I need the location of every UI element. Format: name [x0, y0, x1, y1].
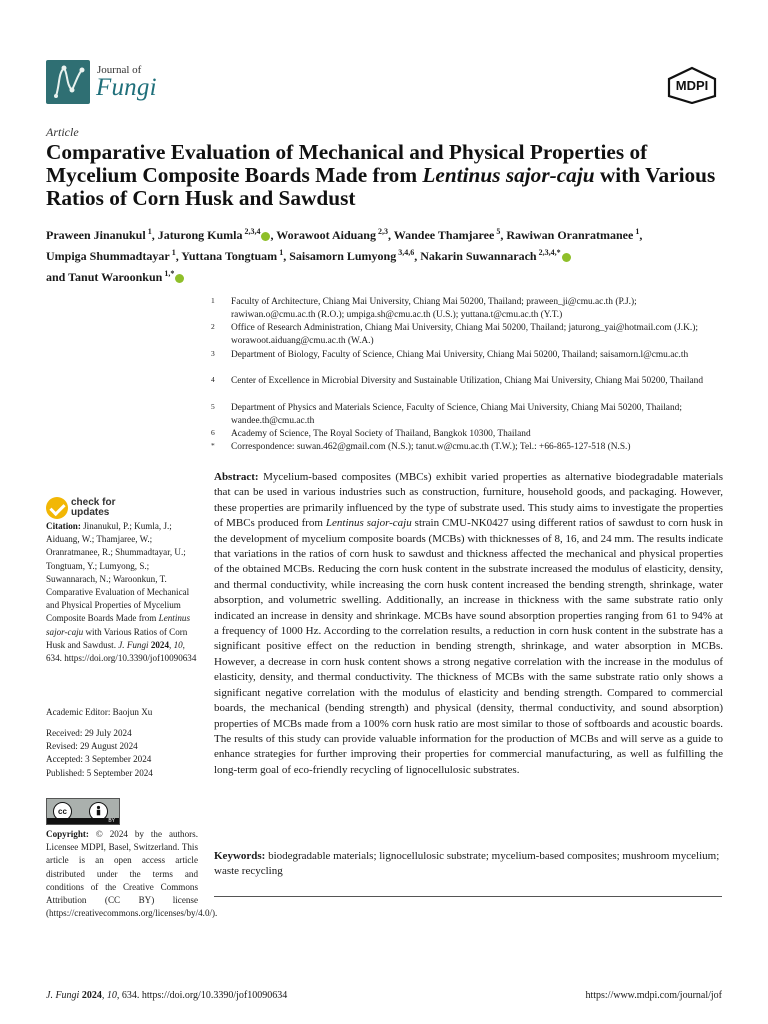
affiliation-text: Center of Excellence in Microbial Diversity and Sustainable Utilization, Chiang Mai University, Chiang Mai 50200, Thailand — [231, 376, 704, 386]
citation-label: Citation: — [46, 521, 81, 531]
footer-year: 2024 — [79, 990, 102, 1001]
article-title — [46, 141, 736, 210]
author-affiliation-ref: 1,* — [164, 269, 175, 278]
author-separator: , — [270, 228, 277, 242]
abstract-text: Mycelium-based composites (MBCs) exhibit varied properties as alternative biodegradable materials that can be used in various industries such as construction, furniture, household goods, and packaging. However, these properties are primarily influenced by the type of substrate used. This study aims to investigate the properties of MBCs produced from — [214, 471, 723, 530]
abstract-text-2: strain CMU-NK0427 using different ratios of sawdust to corn husk in the development of mycelium composite boards (MCBs) with thicknesses of 8, 16, and 24 mm. The results indicate that variations in the ratios of corn husk to sawdust and thickness affected the mechanical and physical properties of the obtained MCBs. Reducing the corn husk content in the substrate increased the modulus of elasticity, density, and thermal conductivity, while increasing the corn husk content increased the bending strength, shrinkage, water absorption, and volumetric swelling. Additionally, an increase in thickness with the same substrate ratio only indicated an increase in density and shrinkage. MCBs have sound absorption properties ranging from 61 to 94% at a frequency of 1000 Hz. According to the correlation results, a reduction in corn husk content in the substrate has a significant positive effect on the reduction in bending strength, shrinkage, and water absorption in MCBs. However, a decrease in corn husk content shows a strong negative correlation with the increase in the modulus of elasticity, density, and thermal conductivity. The thickness of MCBs with the same substrate ratio only shows a significant negative correlation with the modulus of elasticity and bending strength. Compared to commercial boards, the mechanical (bending strength) and physical (density, thermal conductivity, and sound absorption) properties of MCBs made from a 100% corn husk ratio are most similar to those of softboards and acoustic boards. The results of this study can provide valuable information for the production of MCBs and will serve as a guide to enhance strategies for further improving their properties for commercial manufacturing, as well as fulfilling the long-term goal of eco-friendly recycling of lignocellulosic substrates. — [214, 517, 723, 776]
footer-journal-url[interactable]: https://www.mdpi.com/journal/jof — [585, 990, 722, 1001]
author-name: Rawiwan Oranratmanee — [506, 228, 634, 242]
journal-logo-icon — [46, 60, 90, 104]
author-separator: , — [387, 228, 394, 242]
footer-citation — [46, 990, 287, 1001]
author-affiliation-ref: 2,3,4 — [244, 227, 261, 236]
citation-block — [46, 520, 198, 665]
affiliation-item — [211, 402, 723, 428]
author-name: Saisamorn Lumyong — [289, 249, 397, 263]
footer-volume: , 10 — [101, 990, 117, 1001]
citation-journal: J. Fungi — [118, 639, 149, 650]
affiliation-text: Department of Physics and Materials Science, Faculty of Science, Chiang Mai University, Chiang Mai 50200, Thailand; wandee.th@cmu.ac.th — [231, 403, 682, 426]
mdpi-logo-text: MDPI — [675, 78, 709, 93]
affiliation-item — [211, 375, 723, 388]
footer-journal: J. Fungi — [46, 990, 80, 1001]
author-separator: , — [639, 228, 643, 242]
title-part2: with Various Ratios of Corn Husk and Sawdust — [46, 163, 716, 210]
author-affiliation-ref: 1 — [171, 248, 176, 257]
affiliation-number: 1 — [211, 296, 215, 305]
citation-text: Jinanukul, P.; Kumla, J.; Aiduang, W.; Thamjaree, W.; Oranratmanee, R.; Shummadtayar, U.; Tongtuam, Y.; Lumyong, S.; Suwannarach, N.; Waroonkun, T. Comparative Evaluation of Mechanical and Physical Properties of Mycelium Composite Boards Made from — [46, 521, 190, 624]
author-affiliation-ref: 1 — [635, 227, 640, 236]
affiliation-text: Academy of Science, The Royal Society of Thailand, Bangkok 10300, Thailand — [231, 429, 531, 439]
author-separator: , — [283, 249, 290, 263]
affiliation-number: 3 — [211, 349, 215, 358]
author-affiliation-ref: 5 — [496, 227, 501, 236]
abstract-species: Lentinus sajor-caju — [325, 517, 412, 530]
copyright-block — [46, 828, 218, 920]
cc-icon: cc — [53, 802, 72, 821]
check-updates-line1: check for — [71, 497, 116, 508]
citation-species: Lentinus sajor-caju — [46, 613, 190, 637]
footer-doi-link[interactable]: , 634. https://doi.org/10.3390/jof10090634 — [116, 990, 288, 1001]
orcid-icon[interactable] — [175, 274, 184, 283]
affiliation-text: Correspondence: suwan.462@gmail.com (N.S.); tanut.w@cmu.ac.th (T.W.); Tel.: +66-865-127-518 (N.S.) — [231, 442, 631, 452]
author-name: Umpiga Shummadtayar — [46, 249, 170, 263]
divider — [214, 896, 722, 897]
keywords — [214, 849, 723, 880]
affiliation-number: 4 — [211, 375, 215, 384]
article-type: Article — [46, 125, 79, 139]
academic-editor: Academic Editor: Baojun Xu — [46, 707, 153, 717]
check-updates-line2: updates — [71, 507, 110, 518]
affiliation-number: 5 — [211, 402, 215, 411]
citation-text-2: with Various Ratios of Corn Husk and Sawdust. — [46, 626, 188, 650]
publication-dates — [46, 727, 198, 780]
mdpi-logo-icon — [666, 66, 718, 104]
citation-year: 2024 — [148, 639, 170, 650]
affiliation-number: 2 — [211, 322, 215, 331]
affiliation-item — [211, 428, 723, 441]
author-separator: , — [151, 228, 158, 242]
citation-doi-link[interactable]: , 634. https://doi.org/10.3390/jof10090634 — [46, 639, 197, 664]
author-separator: , — [500, 228, 507, 242]
affiliation-text: Department of Biology, Faculty of Science, Chiang Mai University, Chiang Mai 50200, Thailand; saisamorn.l@cmu.ac.th — [231, 350, 689, 360]
copyright-label: Copyright: — [46, 829, 89, 839]
keywords-label: Keywords: — [214, 850, 266, 862]
affiliation-text: Faculty of Architecture, Chiang Mai University, Chiang Mai 50200, Thailand; praween_ji@cmu.ac.th (P.J.); rawiwan.o@cmu.ac.th (R.O.); umpiga.sh@cmu.ac.th (U.S.); yuttana.t@cmu.ac.th (Y.T.) — [231, 297, 637, 320]
title-species: Lentinus sajor-caju — [422, 163, 595, 187]
author-affiliation-ref: 1 — [147, 227, 152, 236]
date-received: Received: 29 July 2024 — [46, 728, 132, 738]
author-name: Wandee Thamjaree — [393, 228, 495, 242]
author-name: Yuttana Tongtuam — [181, 249, 278, 263]
affiliation-number: 6 — [211, 428, 215, 437]
cc-by-license-badge[interactable] — [46, 798, 120, 825]
author-separator: , — [414, 249, 421, 263]
abstract-label: Abstract: — [214, 471, 259, 483]
abstract — [214, 470, 723, 778]
date-accepted: Accepted: 3 September 2024 — [46, 754, 152, 765]
affiliation-text: Office of Research Administration, Chiang Mai University, Chiang Mai 50200, Thailand; jaturong_yai@hotmail.com (J.K.); worawoot.aiduang@cmu.ac.th (W.A.) — [231, 323, 698, 346]
title-part1: Comparative Evaluation of Mechanical and Physical Properties of Mycelium Composite Boards Made from — [46, 140, 648, 187]
date-published: Published: 5 September 2024 — [46, 767, 153, 778]
author-name: Jaturong Kumla — [157, 228, 243, 242]
affiliation-item — [211, 296, 723, 322]
affiliation-item — [211, 349, 723, 362]
keywords-text: biodegradable materials; lignocellulosic substrate; mycelium-based composites; mushroom mycelium; waste recycling — [214, 850, 720, 878]
journal-name: Fungi — [96, 74, 157, 101]
author-affiliation-ref: 2,3 — [377, 227, 388, 236]
author-name: Praween Jinanukul — [46, 228, 146, 242]
orcid-icon[interactable] — [562, 253, 571, 262]
author-name: Worawoot Aiduang — [276, 228, 376, 242]
author-list — [46, 223, 736, 286]
author-name: and Tanut Waroonkun — [46, 270, 163, 284]
author-name: Nakarin Suwannarach — [420, 249, 537, 263]
date-revised: Revised: 29 August 2024 — [46, 741, 138, 752]
cc-by-label: BY — [47, 818, 119, 824]
journal-prefix: Journal of — [97, 64, 142, 76]
citation-volume: , 10 — [169, 639, 183, 650]
author-affiliation-ref: 3,4,6 — [398, 248, 415, 257]
affiliation-item — [211, 441, 723, 454]
checkmark-icon — [46, 497, 68, 519]
author-affiliation-ref: 1 — [279, 248, 284, 257]
copyright-text: © 2024 by the authors. Licensee MDPI, Basel, Switzerland. This article is an open access article distributed under the terms and conditions of the Creative Commons Attribution (CC BY) license (https://creativecommons.org/licenses/by/4.0/). — [46, 829, 218, 919]
author-separator: , — [175, 249, 182, 263]
author-affiliation-ref: 2,3,4,* — [538, 248, 561, 257]
affiliation-number: * — [211, 441, 215, 450]
affiliation-item — [211, 322, 723, 348]
